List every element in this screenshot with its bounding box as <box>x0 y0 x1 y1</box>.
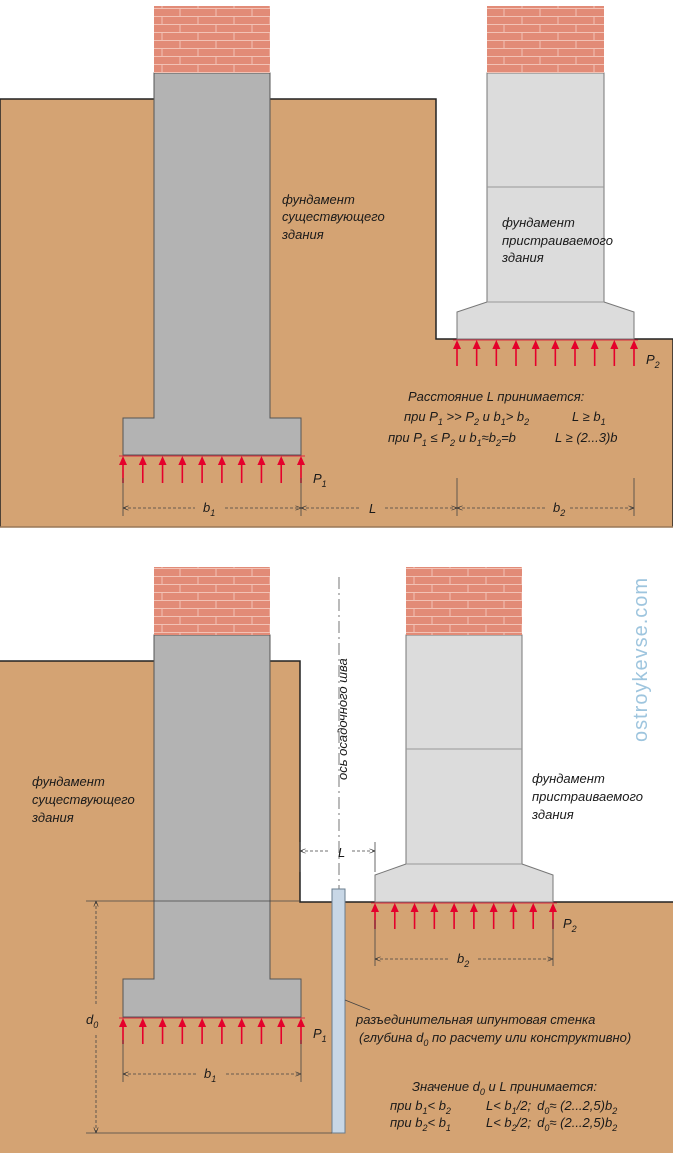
bottom-d0-label: $d_0$ <box>86 1012 99 1030</box>
sheet-pile-wall-label-1: разъединительная шпунтовая стенка <box>356 1012 596 1027</box>
bottom-p2-label: $P_2$ <box>563 916 577 934</box>
bottom-rule-2-cond: $L< b_2/2$; $d_0\approx (2...2,5)b_2$ <box>486 1115 618 1133</box>
watermark: ostroykevse.com <box>630 576 652 742</box>
bottom-rule-title: Значение $d_0$ и L принимается: <box>412 1079 597 1097</box>
top-b2-label: $b_2$ <box>553 500 566 518</box>
top-label-new-1: фундамент <box>502 215 575 230</box>
top-rule-title: Расстояние L принимается: <box>408 389 585 404</box>
top-new-brick <box>487 6 604 73</box>
bottom-new-foundation <box>375 567 553 902</box>
bottom-label-existing-1: фундамент <box>32 774 105 789</box>
top-label-new-3: здания <box>502 250 544 265</box>
top-rule-2-cond: L ≥ (2...3)b <box>555 430 618 445</box>
top-b1-label: $b_1$ <box>203 500 216 518</box>
top-diagram <box>0 6 673 527</box>
top-label-existing-1: фундамент <box>282 192 355 207</box>
bottom-label-new-3: здания <box>532 807 574 822</box>
bottom-existing-brick <box>154 567 270 635</box>
top-label-existing-3: здания <box>282 227 324 242</box>
top-new-foundation <box>457 6 634 339</box>
seam-axis-label: ось осадочного шва <box>335 658 350 780</box>
bottom-label-existing-2: существующего <box>32 792 135 807</box>
top-L-label: L <box>369 501 377 516</box>
bottom-rule-1: при $b_1< b_2$ <box>390 1098 451 1116</box>
bottom-new-brick <box>406 567 522 635</box>
bottom-label-new-1: фундамент <box>532 771 605 786</box>
top-existing-brick <box>154 6 270 73</box>
top-p2-label: $P_2$ <box>646 352 660 370</box>
sheet-pile-wall-label-2: (глубина $d_0$ по расчету или конструктивно) <box>359 1030 632 1048</box>
top-rule-1: при $P_1 >> P_2$ и $b_1> b_2$ <box>404 409 530 427</box>
bottom-p1-label: $P_1$ <box>313 1026 327 1044</box>
top-label-existing-2: существующего <box>282 209 385 224</box>
bottom-rule-2: при $b_2< b_1$ <box>390 1115 451 1133</box>
bottom-label-existing-3: здания <box>32 810 74 825</box>
bottom-diagram <box>0 567 673 1153</box>
top-rule-1-cond: $L \ge b_1$ <box>572 409 606 427</box>
bottom-rule-1-cond: $L< b_1/2$; $d_0\approx (2...2,5)b_2$ <box>486 1098 618 1116</box>
bottom-b1-label: $b_1$ <box>204 1066 217 1084</box>
top-rule-2: при $P_1 \le P_2$ и $b_1\approx b_2=b$ <box>388 430 516 448</box>
bottom-L-label: L <box>338 845 346 860</box>
top-p1-label: $P_1$ <box>313 471 327 489</box>
bottom-label-new-2: пристраиваемого <box>532 789 643 804</box>
bottom-b2-label: $b_2$ <box>457 951 470 969</box>
top-label-new-2: пристраиваемого <box>502 233 613 248</box>
sheet-pile-wall <box>332 889 345 1133</box>
